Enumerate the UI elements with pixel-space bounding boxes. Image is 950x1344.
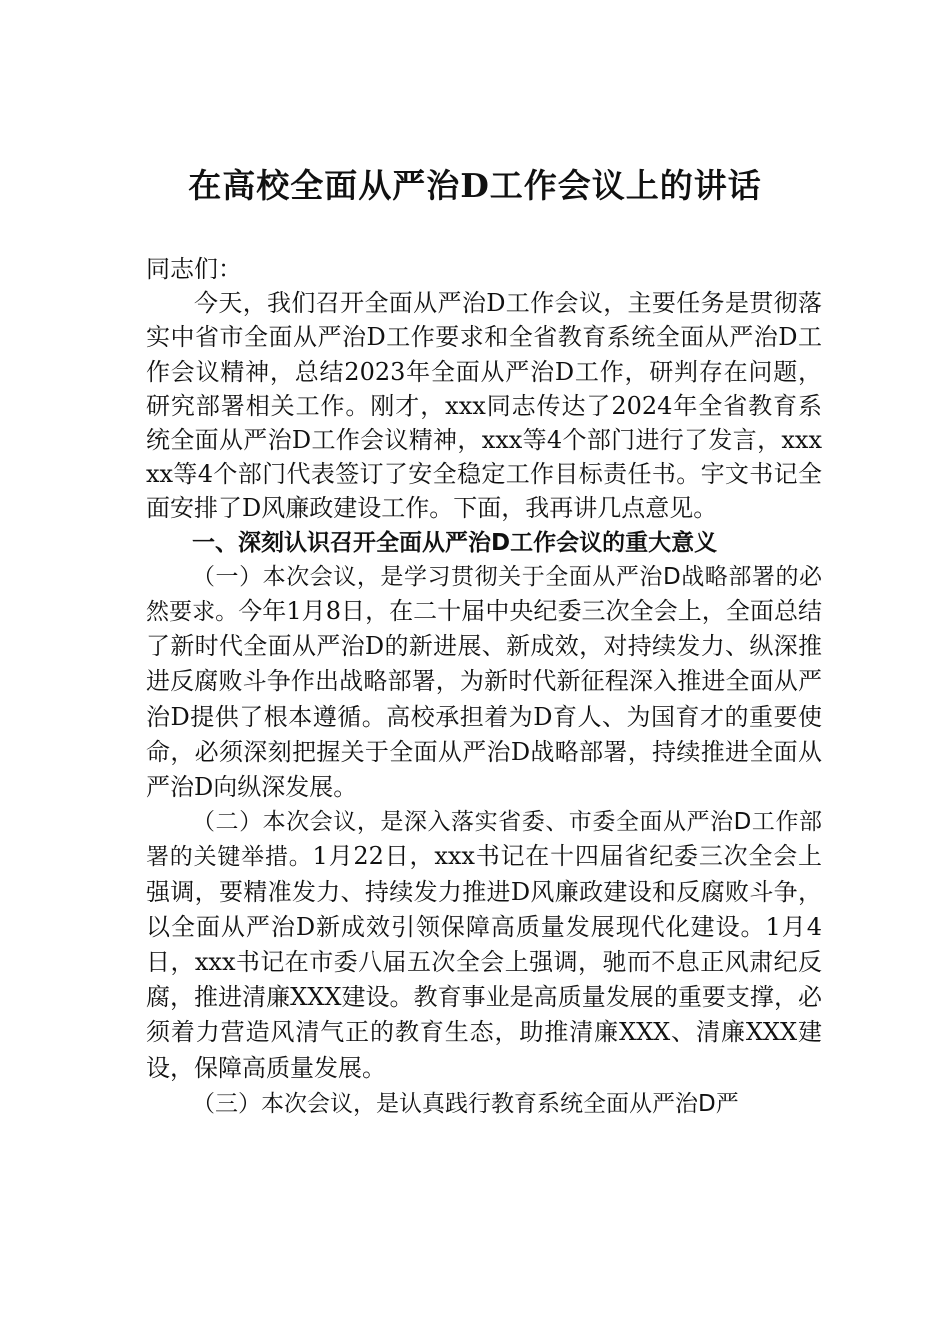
document-body bbox=[146, 252, 822, 1121]
section-item-text: 今年1月8日，在二十届中央纪委三次全会上，全面总结了新时代全面从严治D的新进展、新成效，对持续发力、纵深推进反腐败斗争作出战略部署，为新时代新征程深入推进全面从严治D提供了根本遵循。高校承担着为D育人、为国育才的重要使命，必须深刻把握关于全面从严治D战略部署，持续推进全面从严治D向纵深发展。 bbox=[146, 597, 823, 802]
section-item-text: 1月22日，xxx书记在十四届省纪委三次全会上强调，要精准发力、持续发力推进D风廉政建设和反腐败斗争，以全面从严治D新成效引领保障高质量发展现代化建设。1月4日，xxx书记在市委八届五次全会上强调，驰而不息正风肃纪反腐，推进清廉XXX建设。教育事业是高质量发展的重要支撑，必须着力营造风清气正的教育生态，助推清廉XXX、清廉XXX建设，保障高质量发展。 bbox=[146, 842, 822, 1082]
section-item-lead: （一）本次会议，是学习贯彻关于全面从严治D战略部署的必然要求。 bbox=[146, 563, 822, 626]
salutation: 同志们： bbox=[146, 255, 242, 283]
section-item-3 bbox=[146, 1086, 822, 1121]
section-item-lead: （二）本次会议，是深入落实省委、市委全面从严治D工作部署的关键举措。 bbox=[146, 809, 822, 871]
section-item-1 bbox=[146, 560, 822, 805]
intro-paragraph: 今天，我们召开全面从严治D工作会议，主要任务是贯彻落实中省市全面从严治D工作要求和全省教育系统全面从严治D工作会议精神，总结2023年全面从严治D工作，研判存在问题，研究部署相关工作。刚才，xxx同志传达了2024年全省教育系统全面从严治D工作会议精神，xxx等4个部门进行了发言，xxxxx等4个部门代表签订了安全稳定工作目标责任书。宇文书记全面安排了D风廉政建设工作。下面，我再讲几点意见。 bbox=[146, 289, 822, 523]
section-item-lead: （三）本次会议，是认真践行教育系统全面从严治D严 bbox=[192, 1090, 739, 1117]
page-title: 在高校全面从严治D工作会议上的讲话 bbox=[188, 166, 762, 205]
section-heading: 一、深刻认识召开全面从严治D工作会议的重大意义 bbox=[192, 529, 718, 556]
section-item-2 bbox=[146, 805, 822, 1086]
